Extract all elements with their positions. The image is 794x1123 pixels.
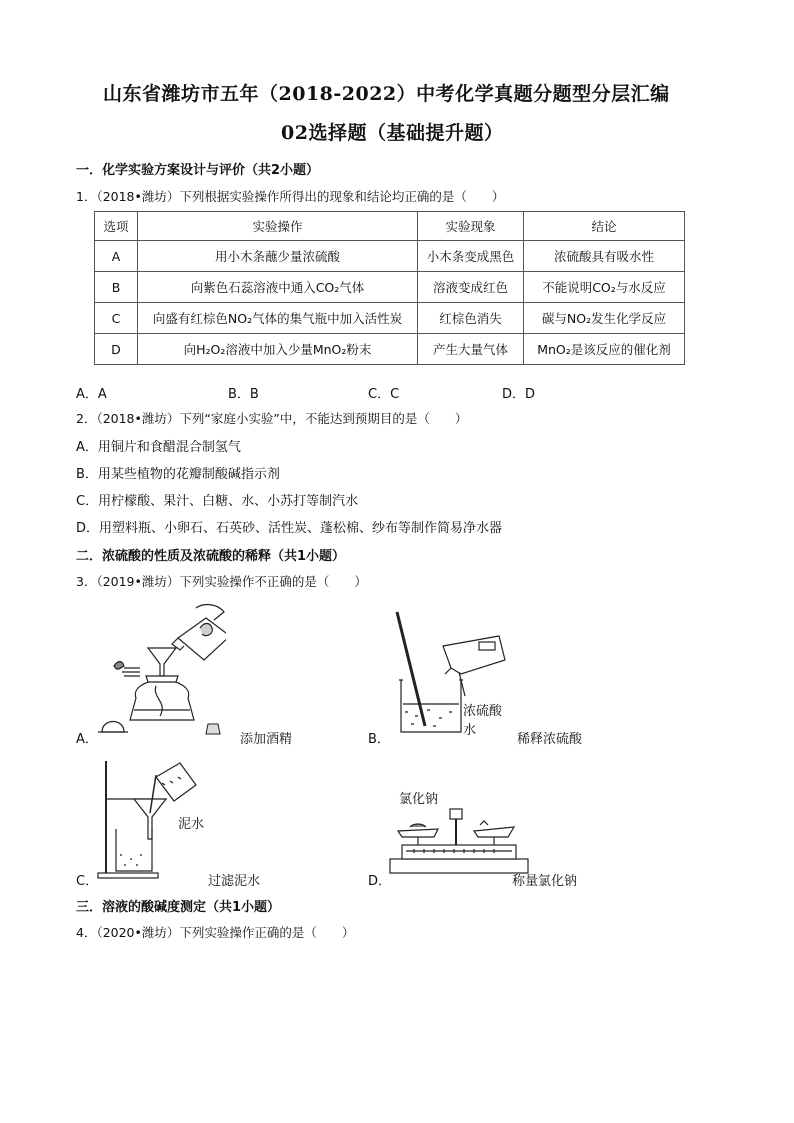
table-row [95,303,685,334]
question-1-stem: 1．（2018•潍坊）下列根据实验操作所得出的现象和结论均正确的是（ ） [76,189,505,204]
q1-option-a: A．A [76,387,107,402]
table-row [95,272,685,303]
balance-figure [384,805,534,880]
section-heading-3: 三．溶液的酸碱度测定（共1小题） [76,900,281,915]
table-cell: C [95,303,138,334]
table-cell: 不能说明CO₂与水反应 [524,272,685,303]
q1-option-c: C．C [368,387,400,402]
label-sodium-chloride: 氯化钠 [399,792,439,807]
table-cell: B [95,272,138,303]
table-cell: 产生大量气体 [418,334,524,365]
table-cell: 用小木条蘸少量浓硫酸 [138,241,418,272]
caption-d: 称量氯化钠 [512,874,578,889]
q3-option-d: D． [368,874,392,889]
q3-option-a: A． [76,732,98,747]
question-4-stem: 4．（2020•潍坊）下列实验操作正确的是（ ） [76,925,355,940]
label-concentrated-acid: 浓硫酸 [463,704,503,719]
experiment-table [94,211,685,365]
table-header: 实验现象 [418,212,524,241]
table-cell: 向H₂O₂溶液中加入少量MnO₂粉末 [138,334,418,365]
label-water: 水 [463,723,477,738]
q2-option-b: B．用某些植物的花瓣制酸碱指示剂 [76,467,280,482]
q3-option-c: C． [76,874,99,889]
table-header: 结论 [524,212,685,241]
table-cell: A [95,241,138,272]
table-cell: 浓硫酸具有吸水性 [524,241,685,272]
table-cell: 碳与NO₂发生化学反应 [524,303,685,334]
q2-option-a: A．用铜片和食醋混合制氢气 [76,440,241,455]
section-heading-2: 二．浓硫酸的性质及浓硫酸的稀释（共1小题） [76,549,346,564]
caption-b: 稀释浓硫酸 [517,732,583,747]
table-header: 实验操作 [138,212,418,241]
q1-option-b: B．B [228,387,259,402]
table-cell: 向紫色石蕊溶液中通入CO₂气体 [138,272,418,303]
document-subtitle: 02选择题（基础提升题） [281,122,504,144]
document-title: 山东省潍坊市五年（2018-2022）中考化学真题分题型分层汇编 [103,83,670,105]
q1-option-d: D．D [502,387,536,402]
table-cell: 小木条变成黑色 [418,241,524,272]
alcohol-lamp-figure [96,598,226,738]
table-cell: MnO₂是该反应的催化剂 [524,334,685,365]
caption-a: 添加酒精 [240,732,293,747]
label-muddy-water: 泥水 [178,817,205,832]
table-cell: 溶液变成红色 [418,272,524,303]
table-header: 选项 [95,212,138,241]
q2-option-d: D．用塑料瓶、小卵石、石英砂、活性炭、蓬松棉、纱布等制作简易净水器 [76,521,503,536]
question-2-stem: 2．（2018•潍坊）下列“家庭小实验”中，不能达到预期目的是（ ） [76,411,468,426]
table-cell: 红棕色消失 [418,303,524,334]
table-row [95,241,685,272]
q3-option-b: B． [368,732,390,747]
table-cell: D [95,334,138,365]
q2-option-c: C．用柠檬酸、果汁、白糖、水、小苏打等制汽水 [76,494,359,509]
table-row [95,334,685,365]
section-heading-1: 一．化学实验方案设计与评价（共2小题） [76,163,320,178]
table-cell: 向盛有红棕色NO₂气体的集气瓶中加入活性炭 [138,303,418,334]
question-3-stem: 3．（2019•潍坊）下列实验操作不正确的是（ ） [76,574,367,589]
caption-c: 过滤泥水 [208,874,261,889]
table-header-row [95,212,685,241]
